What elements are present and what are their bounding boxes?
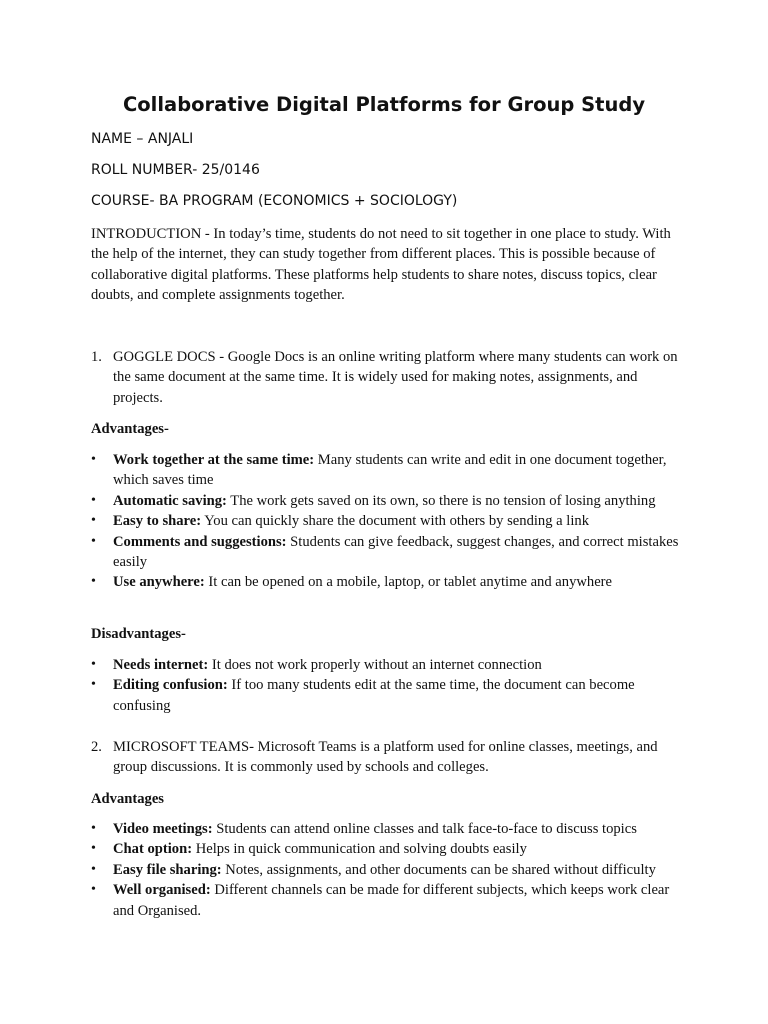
roll-number: ROLL NUMBER- 25/0146 [91, 162, 260, 178]
list-item [91, 655, 681, 675]
bullet-icon: • [91, 677, 96, 693]
list-item [91, 675, 681, 716]
section-number: 1. [91, 349, 102, 365]
bullet-icon: • [91, 821, 96, 836]
item-term: Comments and suggestions: [113, 533, 287, 550]
bullet-icon: • [91, 574, 96, 590]
disadvantages-heading: Disadvantages- [91, 626, 186, 642]
list-item [91, 880, 681, 921]
item-desc: If too many students edit at the same time, the document can become confusing [113, 677, 635, 714]
item-term: Needs internet: [113, 657, 209, 673]
item-term: Editing confusion: [113, 677, 228, 694]
advantages-heading: Advantages- [91, 421, 169, 437]
item-term: Use anywhere: [113, 574, 205, 591]
item-term: Video meetings: [113, 821, 213, 837]
item-desc: It does not work properly without an internet connection [208, 657, 542, 673]
list-item [91, 511, 681, 531]
bullet-icon: • [91, 513, 96, 529]
item-term: Easy to share: [113, 513, 202, 530]
item-term: Well organised: [113, 882, 211, 899]
item-desc: Many students can write and edit in one document together, which saves time [113, 452, 667, 489]
section-microsoft-teams [91, 737, 681, 778]
advantages-heading: Advantages [91, 791, 164, 807]
course: COURSE- BA PROGRAM (ECONOMICS + SOCIOLOGY) [91, 193, 458, 209]
bullet-icon: • [91, 533, 96, 549]
section-text: MICROSOFT TEAMS- Microsoft Teams is a platform used for online classes, meetings, and group discussions. It is commonly used by schools and colleges. [113, 739, 658, 776]
bullet-icon: • [91, 882, 96, 898]
list-item [91, 491, 681, 511]
section-text: GOGGLE DOCS - Google Docs is an online writing platform where many students can work on the same document at the same time. It is widely used for making notes, assignments, and projects. [113, 349, 678, 406]
bullet-icon: • [91, 452, 96, 467]
bullet-icon: • [91, 657, 96, 672]
item-term: Work together at the same time: [113, 452, 315, 468]
list-item [91, 532, 681, 573]
list-item [91, 839, 681, 859]
document-title: Collaborative Digital Platforms for Group Study [122, 93, 646, 116]
advantages-list [91, 819, 681, 921]
item-term: Easy file sharing: [113, 861, 222, 878]
list-item [91, 819, 681, 839]
list-item [91, 572, 681, 592]
item-term: Chat option: [113, 841, 193, 858]
item-desc: Students can attend online classes and talk face-to-face to discuss topics [212, 821, 637, 837]
item-desc: Students can give feedback, suggest changes, and correct mistakes easily [113, 533, 679, 571]
item-desc: You can quickly share the document with others by sending a link [201, 513, 589, 530]
bullet-icon: • [91, 841, 96, 857]
section-google-docs [91, 347, 681, 408]
item-desc: It can be opened on a mobile, laptop, or tablet anytime and anywhere [204, 574, 613, 591]
introduction-paragraph: INTRODUCTION - In today’s time, students do not need to sit together in one place to study. With the help of the internet, they can study together from different places. This is possible because of collaborative digital platforms. These platforms help students to share notes, discuss topics, clear doubts, and complete assignments together. [91, 226, 671, 304]
disadvantages-list [91, 655, 681, 716]
list-item [91, 450, 681, 491]
student-name: NAME – ANJALI [91, 131, 194, 147]
section-number: 2. [91, 739, 102, 755]
item-desc: Helps in quick communication and solving doubts easily [192, 841, 527, 858]
item-desc: Notes, assignments, and other documents can be shared without difficulty [221, 861, 656, 878]
item-desc: The work gets saved on its own, so there is no tension of losing anything [226, 492, 656, 509]
bullet-icon: • [91, 492, 96, 508]
item-term: Automatic saving: [113, 492, 227, 509]
advantages-list [91, 450, 681, 593]
list-item [91, 860, 681, 880]
bullet-icon: • [91, 861, 96, 877]
item-desc: Different channels can be made for different subjects, which keeps work clear and Organised. [113, 882, 670, 919]
